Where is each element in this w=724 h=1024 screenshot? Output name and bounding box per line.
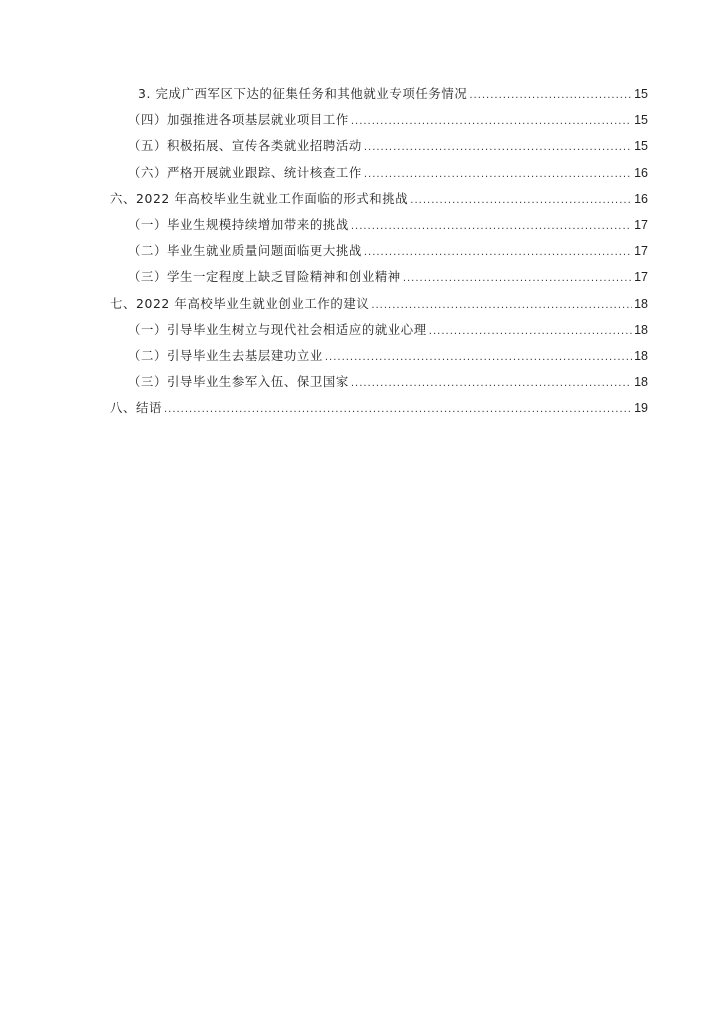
toc-entry-title: 六、2022 年高校毕业生就业工作面临的形式和挑战: [110, 190, 409, 206]
toc-entry-title: （四）加强推进各项基层就业项目工作: [128, 112, 349, 128]
toc-entry-title: （五）积极拓展、宣传各类就业招聘活动: [128, 138, 362, 154]
toc-entry[interactable]: [110, 245, 648, 271]
toc-entry-title: （六）严格开展就业跟踪、统计核查工作: [128, 164, 362, 180]
toc-entry-title: （三）引导毕业生参军入伍、保卫国家: [128, 374, 349, 390]
toc-entry-title: 七、2022 年高校毕业生就业创业工作的建议: [110, 295, 370, 311]
toc-entry-title: （二）引导毕业生去基层建功立业: [128, 347, 323, 363]
toc-dot-leader: [351, 379, 632, 389]
toc-entry[interactable]: [110, 271, 648, 297]
toc-entry[interactable]: [110, 114, 648, 140]
toc-page-number: 15: [634, 113, 648, 128]
toc-entry-title: （一）引导毕业生树立与现代社会相适应的就业心理: [128, 321, 427, 337]
toc-entry-title: （二）毕业生就业质量问题面临更大挑战: [128, 243, 362, 259]
toc-entry[interactable]: [110, 347, 648, 376]
toc-page-number: 19: [634, 401, 648, 416]
toc-entry-title: 八、结语: [110, 400, 162, 416]
toc-page-number: 15: [634, 139, 648, 154]
toc-page-number: 18: [634, 348, 648, 363]
toc-entry-title: （三）学生一定程度上缺乏冒险精神和创业精神: [128, 269, 401, 285]
toc-entry[interactable]: [110, 295, 648, 324]
toc-entry[interactable]: [110, 140, 648, 166]
toc-dot-leader: [325, 353, 632, 363]
toc-dot-leader: [429, 327, 632, 337]
toc-dot-leader: [364, 170, 632, 180]
toc-entry[interactable]: [110, 402, 648, 428]
toc-entry[interactable]: [110, 88, 648, 114]
toc-page-number: 18: [634, 375, 648, 390]
toc-entry-title: （一）毕业生规模持续增加带来的挑战: [128, 216, 349, 232]
toc-dot-leader: [164, 405, 632, 415]
toc-entry[interactable]: [110, 164, 648, 193]
toc-page-number: 17: [634, 244, 648, 259]
toc-dot-leader: [351, 222, 632, 232]
toc-entry[interactable]: [110, 376, 648, 402]
toc-page-number: 17: [634, 270, 648, 285]
toc-dot-leader: [403, 274, 632, 284]
toc-dot-leader: [364, 248, 632, 258]
toc-page-number: 15: [634, 87, 648, 101]
toc-entry[interactable]: [110, 321, 648, 350]
toc-entry[interactable]: [110, 216, 648, 245]
toc-page-number: 16: [634, 191, 648, 206]
toc-page-number: 16: [634, 165, 648, 180]
toc-dot-leader: [351, 117, 632, 127]
toc-dot-leader: [364, 143, 632, 153]
toc-entry[interactable]: [110, 190, 648, 219]
toc-dot-leader: [371, 301, 632, 311]
toc-entry-title: 3. 完成广西军区下达的征集任务和其他就业专项任务情况: [138, 86, 468, 101]
toc-dot-leader: [469, 91, 632, 101]
toc-page-number: 18: [634, 296, 648, 311]
toc-page-number: 17: [634, 217, 648, 232]
toc-dot-leader: [410, 196, 632, 206]
table-of-contents: [110, 88, 648, 428]
toc-page-number: 18: [634, 322, 648, 337]
